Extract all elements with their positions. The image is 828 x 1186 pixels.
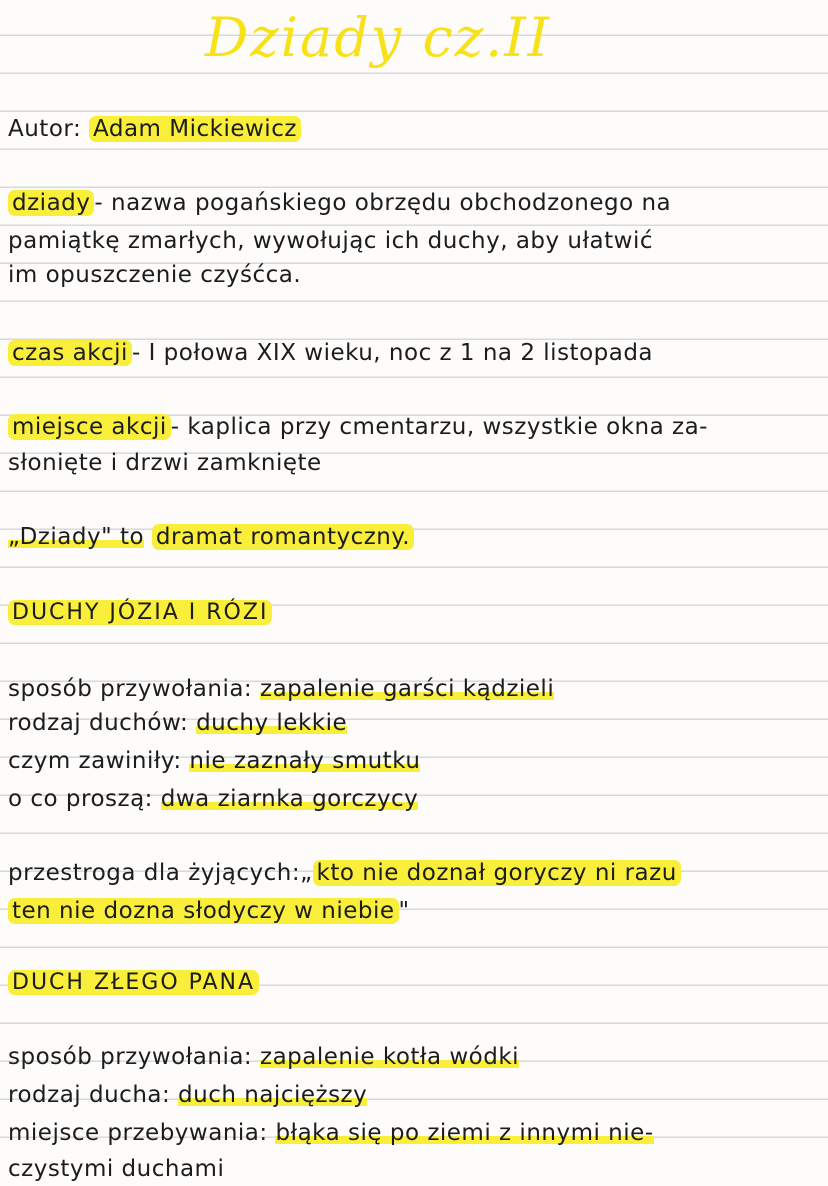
row-ghost-type-2 xyxy=(8,1078,367,1112)
section-heading-ghosts-children xyxy=(8,596,272,630)
genre-prefix: „Dziady" to xyxy=(8,524,145,550)
row-location-continued: czystymi duchami xyxy=(8,1156,225,1182)
genre-line xyxy=(8,520,414,554)
place-term: miejsce akcji xyxy=(8,414,171,440)
time-text: - I połowa XIX wieku, noc z 1 na 2 listopada xyxy=(131,340,654,366)
row-label: o co proszą: xyxy=(8,786,153,812)
definition-line-1 xyxy=(8,186,671,220)
row-location xyxy=(8,1116,654,1150)
row-value: dwa ziarnka gorczycy xyxy=(160,786,419,812)
genre-value: dramat romantyczny. xyxy=(152,524,414,550)
row-label: rodzaj ducha: xyxy=(8,1082,171,1108)
warning-label: przestroga dla żyjących: xyxy=(8,860,301,886)
warning-quote-line-2: ten nie dozna słodyczy w niebie xyxy=(8,898,399,924)
row-label: miejsce przebywania: xyxy=(8,1120,268,1146)
place-text: - kaplica przy cmentarzu, wszystkie okna za- xyxy=(170,414,708,440)
definition-term: dziady xyxy=(8,190,94,216)
definition-line-3: im opuszczenie czyśćca. xyxy=(8,262,302,288)
place-line-1 xyxy=(8,410,708,444)
author-label: Autor: xyxy=(8,116,82,142)
place-line-2: słonięte i drzwi zamknięte xyxy=(8,450,322,476)
definition-text: - nazwa pogańskiego obrzędu obchodzonego na xyxy=(94,190,672,216)
row-label: czym zawiniły: xyxy=(8,748,182,774)
definition-line-2: pamiątkę zmarłych, wywołując ich duchy, aby ułatwić xyxy=(8,228,654,254)
row-value: duchy lekkie xyxy=(196,710,348,736)
section-heading-text: DUCH ZŁEGO PANA xyxy=(8,970,259,995)
warning-quote-open: „ xyxy=(300,860,313,886)
row-value: błąka się po ziemi z innymi nie- xyxy=(275,1120,654,1146)
warning-quote-line-1: kto nie doznał goryczy ni razu xyxy=(313,860,681,886)
warning-line-1 xyxy=(8,856,681,890)
row-value: duch najcięższy xyxy=(178,1082,368,1108)
author-name: Adam Mickiewicz xyxy=(89,116,301,142)
time-line xyxy=(8,336,653,370)
time-term: czas akcji xyxy=(8,340,132,366)
row-summoning-2 xyxy=(8,1040,519,1074)
row-ghost-type xyxy=(8,706,347,740)
row-summoning xyxy=(8,672,554,706)
row-guilt xyxy=(8,744,420,778)
row-label: sposób przywołania: xyxy=(8,1044,253,1070)
page-title: Dziady cz.II xyxy=(205,6,551,69)
warning-line-2 xyxy=(8,894,410,928)
author-line xyxy=(8,112,301,146)
section-heading-evil-lord xyxy=(8,966,259,1000)
row-request xyxy=(8,782,418,816)
row-label: rodzaj duchów: xyxy=(8,710,189,736)
row-value: nie zaznały smutku xyxy=(189,748,421,774)
warning-quote-close: " xyxy=(398,898,410,924)
row-label: sposób przywołania: xyxy=(8,676,253,702)
row-value: zapalenie garści kądzieli xyxy=(260,676,555,702)
section-heading-text: DUCHY JÓZIA I RÓZI xyxy=(8,600,272,625)
row-value: zapalenie kotła wódki xyxy=(260,1044,520,1070)
